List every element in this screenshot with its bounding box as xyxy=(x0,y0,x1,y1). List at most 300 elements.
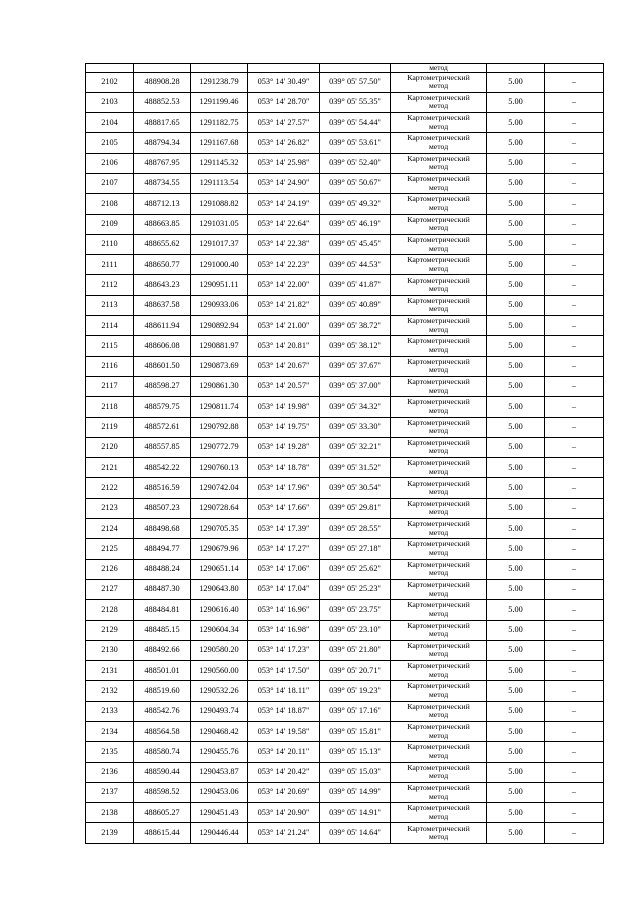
cell-num: 2118 xyxy=(86,397,134,417)
cell-lon: 039° 05' 15.81" xyxy=(320,722,391,742)
method-line-2: метод xyxy=(428,750,449,760)
cell-method xyxy=(391,234,487,254)
table-row xyxy=(86,356,604,376)
method-line-1: Картометрический xyxy=(407,782,470,792)
table-row xyxy=(86,437,604,457)
cell-accuracy: 5.00 xyxy=(487,762,545,782)
cell-lat: 053° 14' 20.42" xyxy=(248,762,320,782)
cell-x: 488908.28 xyxy=(134,72,191,92)
cell-note: – xyxy=(545,498,604,518)
cell-note: – xyxy=(545,722,604,742)
cell-lat: 053° 14' 19.28" xyxy=(248,437,320,457)
method-line-2: метод xyxy=(428,832,449,842)
cell-accuracy: 5.00 xyxy=(487,559,545,579)
cell-num: 2132 xyxy=(86,681,134,701)
cell-y: 1290604.34 xyxy=(191,620,248,640)
method-line-1: Картометрический xyxy=(407,92,470,102)
cell-method xyxy=(391,579,487,599)
cell-lon: 039° 05' 21.80" xyxy=(320,640,391,660)
cell-x: 488516.59 xyxy=(134,478,191,498)
cell-method xyxy=(391,113,487,133)
cell-num: 2119 xyxy=(86,417,134,437)
cell-x xyxy=(134,64,191,73)
table-row xyxy=(86,600,604,620)
cell-method xyxy=(391,722,487,742)
cell-lat: 053° 14' 20.67" xyxy=(248,356,320,376)
cell-note: – xyxy=(545,600,604,620)
cell-x: 488605.27 xyxy=(134,803,191,823)
cell-lat: 053° 14' 20.69" xyxy=(248,782,320,802)
table-row xyxy=(86,316,604,336)
cell-y: 1291113.54 xyxy=(191,173,248,193)
table-row xyxy=(86,823,604,843)
cell-y: 1290643.80 xyxy=(191,579,248,599)
cell-note xyxy=(545,64,604,73)
cell-y xyxy=(191,64,248,73)
table-body xyxy=(86,64,604,844)
cell-accuracy: 5.00 xyxy=(487,275,545,295)
cell-method xyxy=(391,458,487,478)
cell-method xyxy=(391,437,487,457)
cell-method xyxy=(391,173,487,193)
cell-lat: 053° 14' 16.96" xyxy=(248,600,320,620)
cell-lat: 053° 14' 20.11" xyxy=(248,742,320,762)
cell-x: 488501.01 xyxy=(134,661,191,681)
method-line-2: метод xyxy=(428,690,449,700)
cell-accuracy: 5.00 xyxy=(487,153,545,173)
method-line-1: Картометрический xyxy=(407,336,470,346)
cell-num: 2105 xyxy=(86,133,134,153)
cell-num: 2127 xyxy=(86,579,134,599)
cell-y: 1291017.37 xyxy=(191,234,248,254)
cell-method xyxy=(391,478,487,498)
table-row xyxy=(86,782,604,802)
cell-lon: 039° 05' 25.23" xyxy=(320,579,391,599)
cell-lon xyxy=(320,64,391,73)
cell-num: 2117 xyxy=(86,376,134,396)
method-line-2: метод xyxy=(428,223,449,233)
method-line-1: Картометрический xyxy=(407,742,470,752)
cell-note: – xyxy=(545,803,604,823)
cell-method: метод xyxy=(391,64,487,73)
method-line-1: Картометрический xyxy=(407,539,470,549)
cell-num: 2102 xyxy=(86,72,134,92)
cell-num: 2135 xyxy=(86,742,134,762)
method-line-2: метод xyxy=(428,791,449,801)
cell-accuracy: 5.00 xyxy=(487,92,545,112)
cell-lon: 039° 05' 44.53" xyxy=(320,255,391,275)
method-line-2: метод xyxy=(428,669,449,679)
method-line-2: метод xyxy=(428,629,449,639)
cell-lon: 039° 05' 38.12" xyxy=(320,336,391,356)
table-row xyxy=(86,376,604,396)
cell-note: – xyxy=(545,234,604,254)
cell-accuracy: 5.00 xyxy=(487,417,545,437)
cell-x: 488507.23 xyxy=(134,498,191,518)
method-line-2: метод xyxy=(428,121,449,131)
cell-lat: 053° 14' 17.23" xyxy=(248,640,320,660)
cell-accuracy: 5.00 xyxy=(487,356,545,376)
table-row xyxy=(86,762,604,782)
cell-x: 488650.77 xyxy=(134,255,191,275)
cell-note: – xyxy=(545,153,604,173)
cell-lon: 039° 05' 17.16" xyxy=(320,701,391,721)
table-row xyxy=(86,661,604,681)
cell-y: 1290811.74 xyxy=(191,397,248,417)
table-row xyxy=(86,681,604,701)
cell-lat xyxy=(248,64,320,73)
cell-num: 2110 xyxy=(86,234,134,254)
cell-accuracy: 5.00 xyxy=(487,478,545,498)
method-line-2: метод xyxy=(428,771,449,781)
cell-y: 1290792.88 xyxy=(191,417,248,437)
cell-lat: 053° 14' 20.90" xyxy=(248,803,320,823)
cell-note: – xyxy=(545,823,604,843)
cell-num: 2108 xyxy=(86,194,134,214)
cell-x: 488615.44 xyxy=(134,823,191,843)
method-line-2: метод xyxy=(428,345,449,354)
cell-note: – xyxy=(545,255,604,275)
cell-num: 2113 xyxy=(86,295,134,315)
cell-num: 2133 xyxy=(86,701,134,721)
cell-x: 488794.34 xyxy=(134,133,191,153)
cell-lon: 039° 05' 37.00" xyxy=(320,376,391,396)
cell-num: 2131 xyxy=(86,661,134,681)
method-line-2: метод xyxy=(428,243,449,253)
table-row xyxy=(86,498,604,518)
cell-num: 2128 xyxy=(86,600,134,620)
cell-accuracy: 5.00 xyxy=(487,620,545,640)
cell-x: 488611.94 xyxy=(134,316,191,336)
cell-lon: 039° 05' 29.81" xyxy=(320,498,391,518)
cell-method xyxy=(391,316,487,336)
method-line-2: метод xyxy=(428,182,449,192)
cell-accuracy: 5.00 xyxy=(487,803,545,823)
cell-accuracy: 5.00 xyxy=(487,173,545,193)
cell-note: – xyxy=(545,437,604,457)
method-line-1: Картометрический xyxy=(407,620,470,630)
cell-accuracy: 5.00 xyxy=(487,437,545,457)
cell-lon: 039° 05' 46.19" xyxy=(320,214,391,234)
cell-lat: 053° 14' 28.70" xyxy=(248,92,320,112)
method-line-2: метод xyxy=(428,365,449,375)
cell-lat: 053° 14' 24.19" xyxy=(248,194,320,214)
cell-lon: 039° 05' 14.91" xyxy=(320,803,391,823)
method-line-2: метод xyxy=(428,304,449,314)
cell-y: 1291199.46 xyxy=(191,92,248,112)
cell-lon: 039° 05' 33.30" xyxy=(320,417,391,437)
cell-num: 2116 xyxy=(86,356,134,376)
method-line-1: Картометрический xyxy=(407,295,470,305)
method-line-1: Картометрический xyxy=(407,275,470,285)
method-line-1: Картометрический xyxy=(407,600,470,610)
cell-num: 2121 xyxy=(86,458,134,478)
cell-num: 2107 xyxy=(86,173,134,193)
method-line-2: метод xyxy=(428,568,449,578)
continuation-row xyxy=(86,64,604,73)
method-line-2: метод xyxy=(428,608,449,618)
cell-num: 2115 xyxy=(86,336,134,356)
cell-lat: 053° 14' 22.64" xyxy=(248,214,320,234)
cell-lon: 039° 05' 20.71" xyxy=(320,661,391,681)
table-row xyxy=(86,803,604,823)
cell-accuracy: 5.00 xyxy=(487,316,545,336)
cell-lat: 053° 14' 25.98" xyxy=(248,153,320,173)
cell-lat: 053° 14' 16.98" xyxy=(248,620,320,640)
method-line-1: Картометрический xyxy=(407,113,470,123)
method-line-2: метод xyxy=(428,487,449,497)
method-line-2: метод xyxy=(428,527,449,537)
table-row xyxy=(86,72,604,92)
cell-accuracy: 5.00 xyxy=(487,640,545,660)
cell-lat: 053° 14' 17.66" xyxy=(248,498,320,518)
table-row xyxy=(86,559,604,579)
method-line-1: Картометрический xyxy=(407,397,470,407)
cell-note: – xyxy=(545,376,604,396)
cell-lon: 039° 05' 15.13" xyxy=(320,742,391,762)
cell-y: 1291031.05 xyxy=(191,214,248,234)
cell-num: 2122 xyxy=(86,478,134,498)
cell-method xyxy=(391,133,487,153)
cell-lat: 053° 14' 17.04" xyxy=(248,579,320,599)
cell-note: – xyxy=(545,133,604,153)
table-row xyxy=(86,701,604,721)
cell-lat: 053° 14' 21.24" xyxy=(248,823,320,843)
cell-y: 1290532.26 xyxy=(191,681,248,701)
cell-note: – xyxy=(545,113,604,133)
cell-lon: 039° 05' 23.75" xyxy=(320,600,391,620)
coordinates-table xyxy=(85,63,604,844)
cell-y: 1290881.97 xyxy=(191,336,248,356)
cell-note: – xyxy=(545,458,604,478)
cell-method xyxy=(391,72,487,92)
cell-y: 1290861.30 xyxy=(191,376,248,396)
cell-y: 1291145.32 xyxy=(191,153,248,173)
cell-accuracy: 5.00 xyxy=(487,498,545,518)
cell-lat: 053° 14' 17.50" xyxy=(248,661,320,681)
table-row xyxy=(86,519,604,539)
cell-lon: 039° 05' 30.54" xyxy=(320,478,391,498)
table-row xyxy=(86,214,604,234)
cell-num: 2138 xyxy=(86,803,134,823)
cell-y: 1290446.44 xyxy=(191,823,248,843)
cell-num: 2124 xyxy=(86,519,134,539)
cell-num: 2126 xyxy=(86,559,134,579)
cell-num: 2103 xyxy=(86,92,134,112)
cell-x: 488519.60 xyxy=(134,681,191,701)
cell-note: – xyxy=(545,214,604,234)
cell-accuracy: 5.00 xyxy=(487,214,545,234)
cell-note: – xyxy=(545,336,604,356)
cell-accuracy: 5.00 xyxy=(487,194,545,214)
method-line-2: метод xyxy=(428,101,449,111)
cell-lon: 039° 05' 50.67" xyxy=(320,173,391,193)
table-row xyxy=(86,539,604,559)
cell-lon: 039° 05' 54.44" xyxy=(320,113,391,133)
method-line-1: Картометрический xyxy=(407,417,470,427)
cell-y: 1291182.75 xyxy=(191,113,248,133)
cell-accuracy: 5.00 xyxy=(487,72,545,92)
method-line-2: метод xyxy=(428,588,449,598)
cell-x: 488601.50 xyxy=(134,356,191,376)
method-line-1: Картометрический xyxy=(407,153,470,163)
cell-accuracy: 5.00 xyxy=(487,255,545,275)
method-line-1: Картометрический xyxy=(407,762,470,772)
method-line-2: метод xyxy=(428,162,449,172)
cell-method xyxy=(391,153,487,173)
table-row xyxy=(86,722,604,742)
cell-accuracy: 5.00 xyxy=(487,397,545,417)
cell-lat: 053° 14' 18.87" xyxy=(248,701,320,721)
cell-num: 2120 xyxy=(86,437,134,457)
method-line-1: Картометрический xyxy=(407,701,470,711)
cell-note: – xyxy=(545,782,604,802)
cell-num: 2109 xyxy=(86,214,134,234)
cell-accuracy: 5.00 xyxy=(487,519,545,539)
method-line-2: метод xyxy=(428,547,449,557)
method-line-2: метод xyxy=(428,202,449,212)
cell-y: 1290453.06 xyxy=(191,782,248,802)
cell-accuracy: 5.00 xyxy=(487,661,545,681)
table-row xyxy=(86,133,604,153)
cell-y: 1290760.13 xyxy=(191,458,248,478)
cell-y: 1290873.69 xyxy=(191,356,248,376)
cell-x: 488494.77 xyxy=(134,539,191,559)
method-line-2: метод xyxy=(428,405,449,415)
cell-lon: 039° 05' 40.89" xyxy=(320,295,391,315)
cell-y: 1290580.20 xyxy=(191,640,248,660)
table-row xyxy=(86,742,604,762)
cell-lon: 039° 05' 32.21" xyxy=(320,437,391,457)
cell-x: 488663.85 xyxy=(134,214,191,234)
cell-method xyxy=(391,214,487,234)
cell-lat: 053° 14' 27.57" xyxy=(248,113,320,133)
cell-num: 2129 xyxy=(86,620,134,640)
cell-accuracy: 5.00 xyxy=(487,113,545,133)
cell-lat: 053° 14' 22.23" xyxy=(248,255,320,275)
table-row xyxy=(86,620,604,640)
cell-lon: 039° 05' 52.40" xyxy=(320,153,391,173)
method-line-2: метод xyxy=(428,649,449,659)
cell-method xyxy=(391,661,487,681)
cell-accuracy: 5.00 xyxy=(487,295,545,315)
cell-lat: 053° 14' 26.82" xyxy=(248,133,320,153)
cell-lat: 053° 14' 21.82" xyxy=(248,295,320,315)
cell-num: 2111 xyxy=(86,255,134,275)
cell-y: 1290933.06 xyxy=(191,295,248,315)
cell-lon: 039° 05' 57.50" xyxy=(320,72,391,92)
cell-note: – xyxy=(545,661,604,681)
cell-method xyxy=(391,92,487,112)
cell-note: – xyxy=(545,519,604,539)
cell-method xyxy=(391,701,487,721)
table-row xyxy=(86,640,604,660)
cell-accuracy: 5.00 xyxy=(487,701,545,721)
cell-y: 1291000.40 xyxy=(191,255,248,275)
table-row xyxy=(86,417,604,437)
cell-x: 488734.55 xyxy=(134,173,191,193)
cell-num xyxy=(86,64,134,73)
cell-note: – xyxy=(545,92,604,112)
cell-note: – xyxy=(545,295,604,315)
cell-lon: 039° 05' 49.32" xyxy=(320,194,391,214)
cell-lon: 039° 05' 34.32" xyxy=(320,397,391,417)
cell-note: – xyxy=(545,701,604,721)
method-line-2: метод xyxy=(428,385,449,395)
cell-x: 488485.15 xyxy=(134,620,191,640)
cell-y: 1290951.11 xyxy=(191,275,248,295)
cell-num: 2137 xyxy=(86,782,134,802)
cell-method xyxy=(391,762,487,782)
cell-lon: 039° 05' 23.10" xyxy=(320,620,391,640)
method-line-1: Картометрический xyxy=(407,437,470,447)
method-line-1: Картометрический xyxy=(407,640,470,650)
cell-lon: 039° 05' 14.99" xyxy=(320,782,391,802)
cell-accuracy: 5.00 xyxy=(487,681,545,701)
cell-y: 1290455.76 xyxy=(191,742,248,762)
cell-method xyxy=(391,194,487,214)
cell-y: 1290468.42 xyxy=(191,722,248,742)
method-line-2: метод xyxy=(428,507,449,517)
cell-y: 1290453.87 xyxy=(191,762,248,782)
cell-lat: 053° 14' 18.78" xyxy=(248,458,320,478)
cell-lat: 053° 14' 19.58" xyxy=(248,722,320,742)
method-line-1: Картометрический xyxy=(407,458,470,468)
cell-note: – xyxy=(545,762,604,782)
method-line-1: Картометрический xyxy=(407,519,470,529)
cell-note: – xyxy=(545,356,604,376)
cell-accuracy: 5.00 xyxy=(487,234,545,254)
method-line-1: Картометрический xyxy=(407,580,470,589)
table-row xyxy=(86,255,604,275)
table-row xyxy=(86,397,604,417)
cell-x: 488852.53 xyxy=(134,92,191,112)
cell-accuracy xyxy=(487,64,545,73)
cell-method xyxy=(391,356,487,376)
cell-method xyxy=(391,539,487,559)
method-line-1: Картометрический xyxy=(407,377,470,387)
cell-lat: 053° 14' 30.49" xyxy=(248,72,320,92)
cell-lat: 053° 14' 20.57" xyxy=(248,376,320,396)
cell-y: 1290892.94 xyxy=(191,316,248,336)
cell-num: 2123 xyxy=(86,498,134,518)
cell-x: 488542.22 xyxy=(134,458,191,478)
cell-lat: 053° 14' 17.39" xyxy=(248,519,320,539)
cell-lat: 053° 14' 24.90" xyxy=(248,173,320,193)
cell-method xyxy=(391,681,487,701)
cell-x: 488817.65 xyxy=(134,113,191,133)
cell-x: 488598.27 xyxy=(134,376,191,396)
cell-lon: 039° 05' 55.35" xyxy=(320,92,391,112)
cell-lat: 053° 14' 22.00" xyxy=(248,275,320,295)
cell-y: 1290679.96 xyxy=(191,539,248,559)
cell-x: 488488.24 xyxy=(134,559,191,579)
cell-method xyxy=(391,295,487,315)
cell-note: – xyxy=(545,275,604,295)
method-line-2: метод xyxy=(428,426,449,436)
cell-note: – xyxy=(545,173,604,193)
cell-x: 488655.62 xyxy=(134,234,191,254)
cell-num: 2125 xyxy=(86,539,134,559)
cell-method xyxy=(391,823,487,843)
cell-y: 1290742.04 xyxy=(191,478,248,498)
cell-lat: 053° 14' 22.38" xyxy=(248,234,320,254)
cell-lon: 039° 05' 41.87" xyxy=(320,275,391,295)
cell-note: – xyxy=(545,72,604,92)
cell-lat: 053° 14' 17.06" xyxy=(248,559,320,579)
cell-y: 1290451.43 xyxy=(191,803,248,823)
cell-accuracy: 5.00 xyxy=(487,782,545,802)
